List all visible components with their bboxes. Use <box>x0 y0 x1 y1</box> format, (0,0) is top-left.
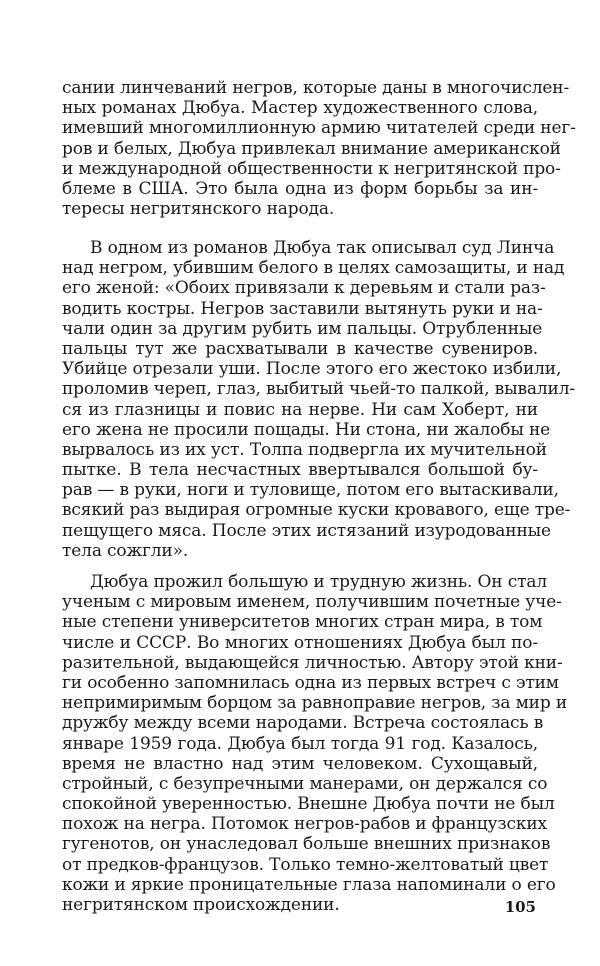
text-line: сании линчеваний негров, которые даны в многочислен- <box>62 78 570 98</box>
text-line: рав — в руки, ноги и туловище, потом его вытаскивали, <box>62 480 559 501</box>
paragraph-lynching-descriptions <box>62 78 576 220</box>
text-line: чали один за другим рубить им пальцы. Отрубленные <box>62 318 543 339</box>
text-line: тересы негритянского народа. <box>62 199 335 220</box>
text-line: пальцы тут же расхватывали в качестве сувениров. <box>62 338 538 359</box>
text-line: Дюбуа прожил большую и трудную жизнь. Он стал <box>90 572 547 592</box>
text-line: и международной общественности к негритянской про- <box>62 158 561 179</box>
text-line: от предков-французов. Только темно-желтоватый цвет <box>62 854 549 875</box>
text-line: проломив череп, глаз, выбитый чьей-то палкой, вывалил- <box>62 379 575 400</box>
text-line: пытке. В тела несчастных ввертывался большой бу- <box>62 460 538 481</box>
text-line: его жена не просили пощады. Ни стона, ни жалобы не <box>62 419 551 440</box>
text-line: время не властно над этим человеком. Сухощавый, <box>62 753 538 774</box>
text-line: его женой: «Обоих привязали к деревьям и стали раз- <box>62 278 546 299</box>
text-line: ных романах Дюбуа. Мастер художественного слова, <box>62 98 538 119</box>
text-line: спокойной уверенностью. Внешне Дюбуа почти не был <box>62 794 555 815</box>
page-number: 105 <box>504 898 536 916</box>
text-line: ные степени университетов многих стран мира, в том <box>62 612 543 633</box>
text-line: имевший многомиллионную армию читателей среди нег- <box>62 118 576 139</box>
text-line: ров и белых, Дюбуа привлекал внимание американской <box>62 138 561 159</box>
text-line: похож на негра. Потомок негров-рабов и французских <box>62 814 547 835</box>
text-line: ученым с мировым именем, получившим почетные уче- <box>62 592 562 613</box>
text-line: блеме в США. Это была одна из форм борьбы за ин- <box>62 178 538 199</box>
text-line: В одном из романов Дюбуа так описывал суд Линча <box>90 238 555 258</box>
text-line: январе 1959 года. Дюбуа был тогда 91 год. Казалось, <box>62 733 538 754</box>
text-line: над негром, убившим белого в целях самозащиты, и над <box>62 258 565 279</box>
text-line: числе и СССР. Во многих отношениях Дюбуа был по- <box>62 632 538 653</box>
text-line: негритянском происхождении. <box>62 895 340 915</box>
text-line: ся из глазницы и повис на нерве. Ни сам Хоберт, ни <box>62 399 538 420</box>
text-line: дружбу между всеми народами. Встреча состоялась в <box>62 713 544 734</box>
text-line: Убийце отрезали уши. После этого его жестоко избили, <box>62 359 562 380</box>
text-line: всякий раз выдирая огромные куски кровавого, еще тре- <box>62 500 571 521</box>
text-line: водить костры. Негров заставили вытянуть руки и на- <box>62 298 543 319</box>
text-line: вырвалось из их уст. Толпа подвергла их мучительной <box>62 439 547 460</box>
text-line: стройный, с безупречными манерами, он держался со <box>62 773 548 794</box>
text-line: разительной, выдающейся личностью. Автору этой кни- <box>62 652 563 673</box>
paragraph-lynch-trial-quote <box>62 238 575 561</box>
text-line: ги особенно запомнилась одна из первых встреч с этим <box>62 672 559 693</box>
text-line: гугенотов, он унаследовал больше внешних признаков <box>62 834 551 855</box>
text-line: кожи и яркие проницательные глаза напоминали о его <box>62 874 556 895</box>
paragraph-dubois-life <box>62 572 568 915</box>
text-line: тела сожгли». <box>62 540 189 561</box>
text-line: пещущего мяса. После этих истязаний изуродованные <box>62 520 551 541</box>
text-line: непримиримым борцом за равноправие негров, за мир и <box>62 693 568 714</box>
